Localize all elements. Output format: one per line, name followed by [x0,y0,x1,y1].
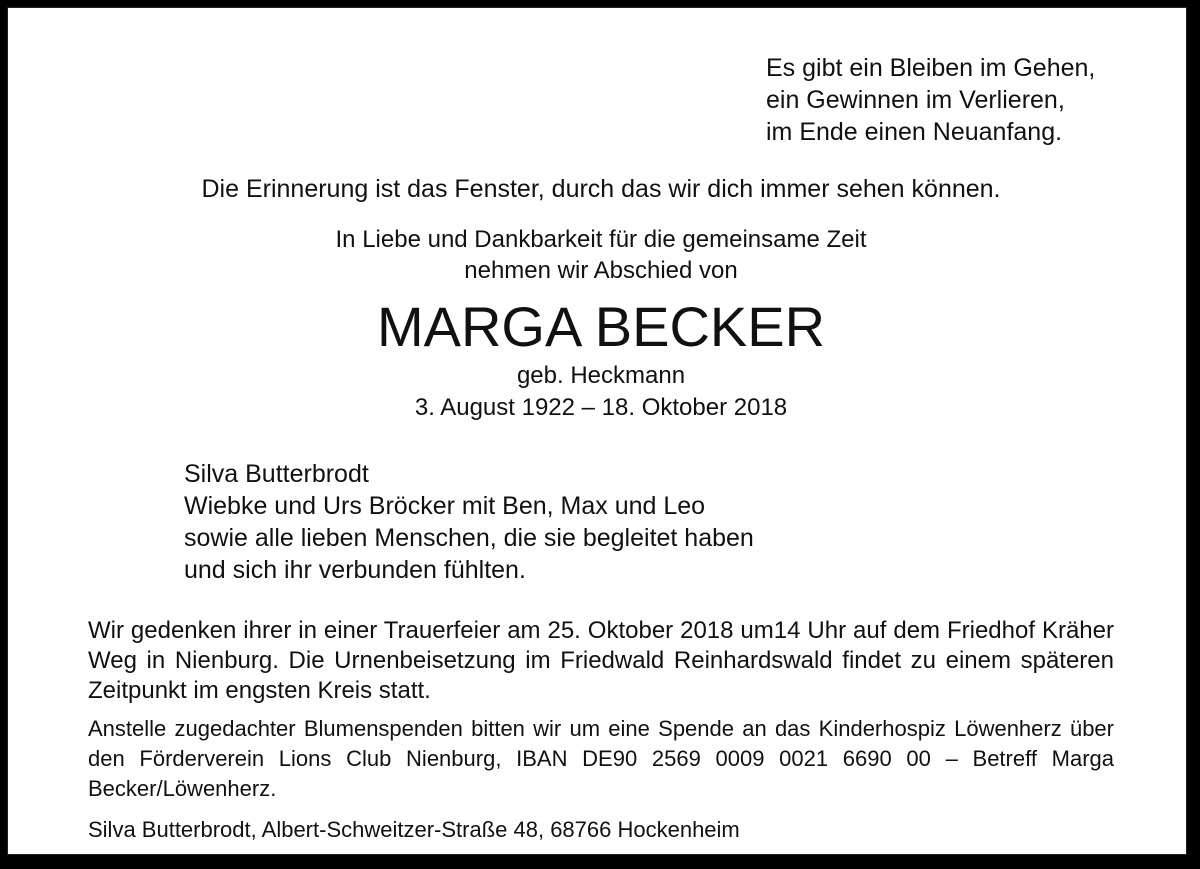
obituary-notice [7,7,1187,855]
mourner-line: und sich ihr verbunden fühlten. [184,556,526,584]
farewell-intro [8,224,1194,286]
contact-address: Silva Butterbrodt, Albert-Schweitzer-Straße 48, 68766 Hockenheim [88,817,740,842]
motto-line: ein Gewinnen im Verlieren, [766,86,1065,114]
birth-name: geb. Heckmann [516,362,686,389]
life-dates: 3. August 1922 – 18. Oktober 2018 [414,394,788,421]
deceased-name: MARGA BECKER [376,295,826,358]
memory-quote: Die Erinnerung ist das Fenster, durch das wir dich immer sehen können. [201,175,1001,203]
intro-line: nehmen wir Abschied von [464,257,738,284]
mourners-list [184,458,754,586]
motto-line: im Ende einen Neuanfang. [766,118,1063,146]
funeral-notice: Wir gedenken ihrer in einer Trauerfeier am 25. Oktober 2018 um14 Uhr auf dem Friedhof Kräher Weg in Nienburg. Die Urnenbeisetzung im Friedwald Reinhardswald findet zu einem späteren Zeitpunkt im engsten Kreis statt. [88,617,1114,704]
intro-line: In Liebe und Dankbarkeit für die gemeinsame Zeit [335,226,867,253]
mourner-line: Silva Butterbrodt [184,460,369,488]
mourner-line: Wiebke und Urs Bröcker mit Ben, Max und Leo [184,492,706,520]
mourner-line: sowie alle lieben Menschen, die sie begleitet haben [184,524,754,552]
donation-notice: Anstelle zugedachter Blumenspenden bitten wir um eine Spende an das Kinderhospiz Löwenherz über den Förderverein Lions Club Nienburg, IBAN DE90 2569 0009 0021 6690 00 – Betreff Marga Becker/Löwenherz. [88,716,1114,801]
motto-verse [766,52,1095,148]
motto-line: Es gibt ein Bleiben im Gehen, [766,54,1096,82]
